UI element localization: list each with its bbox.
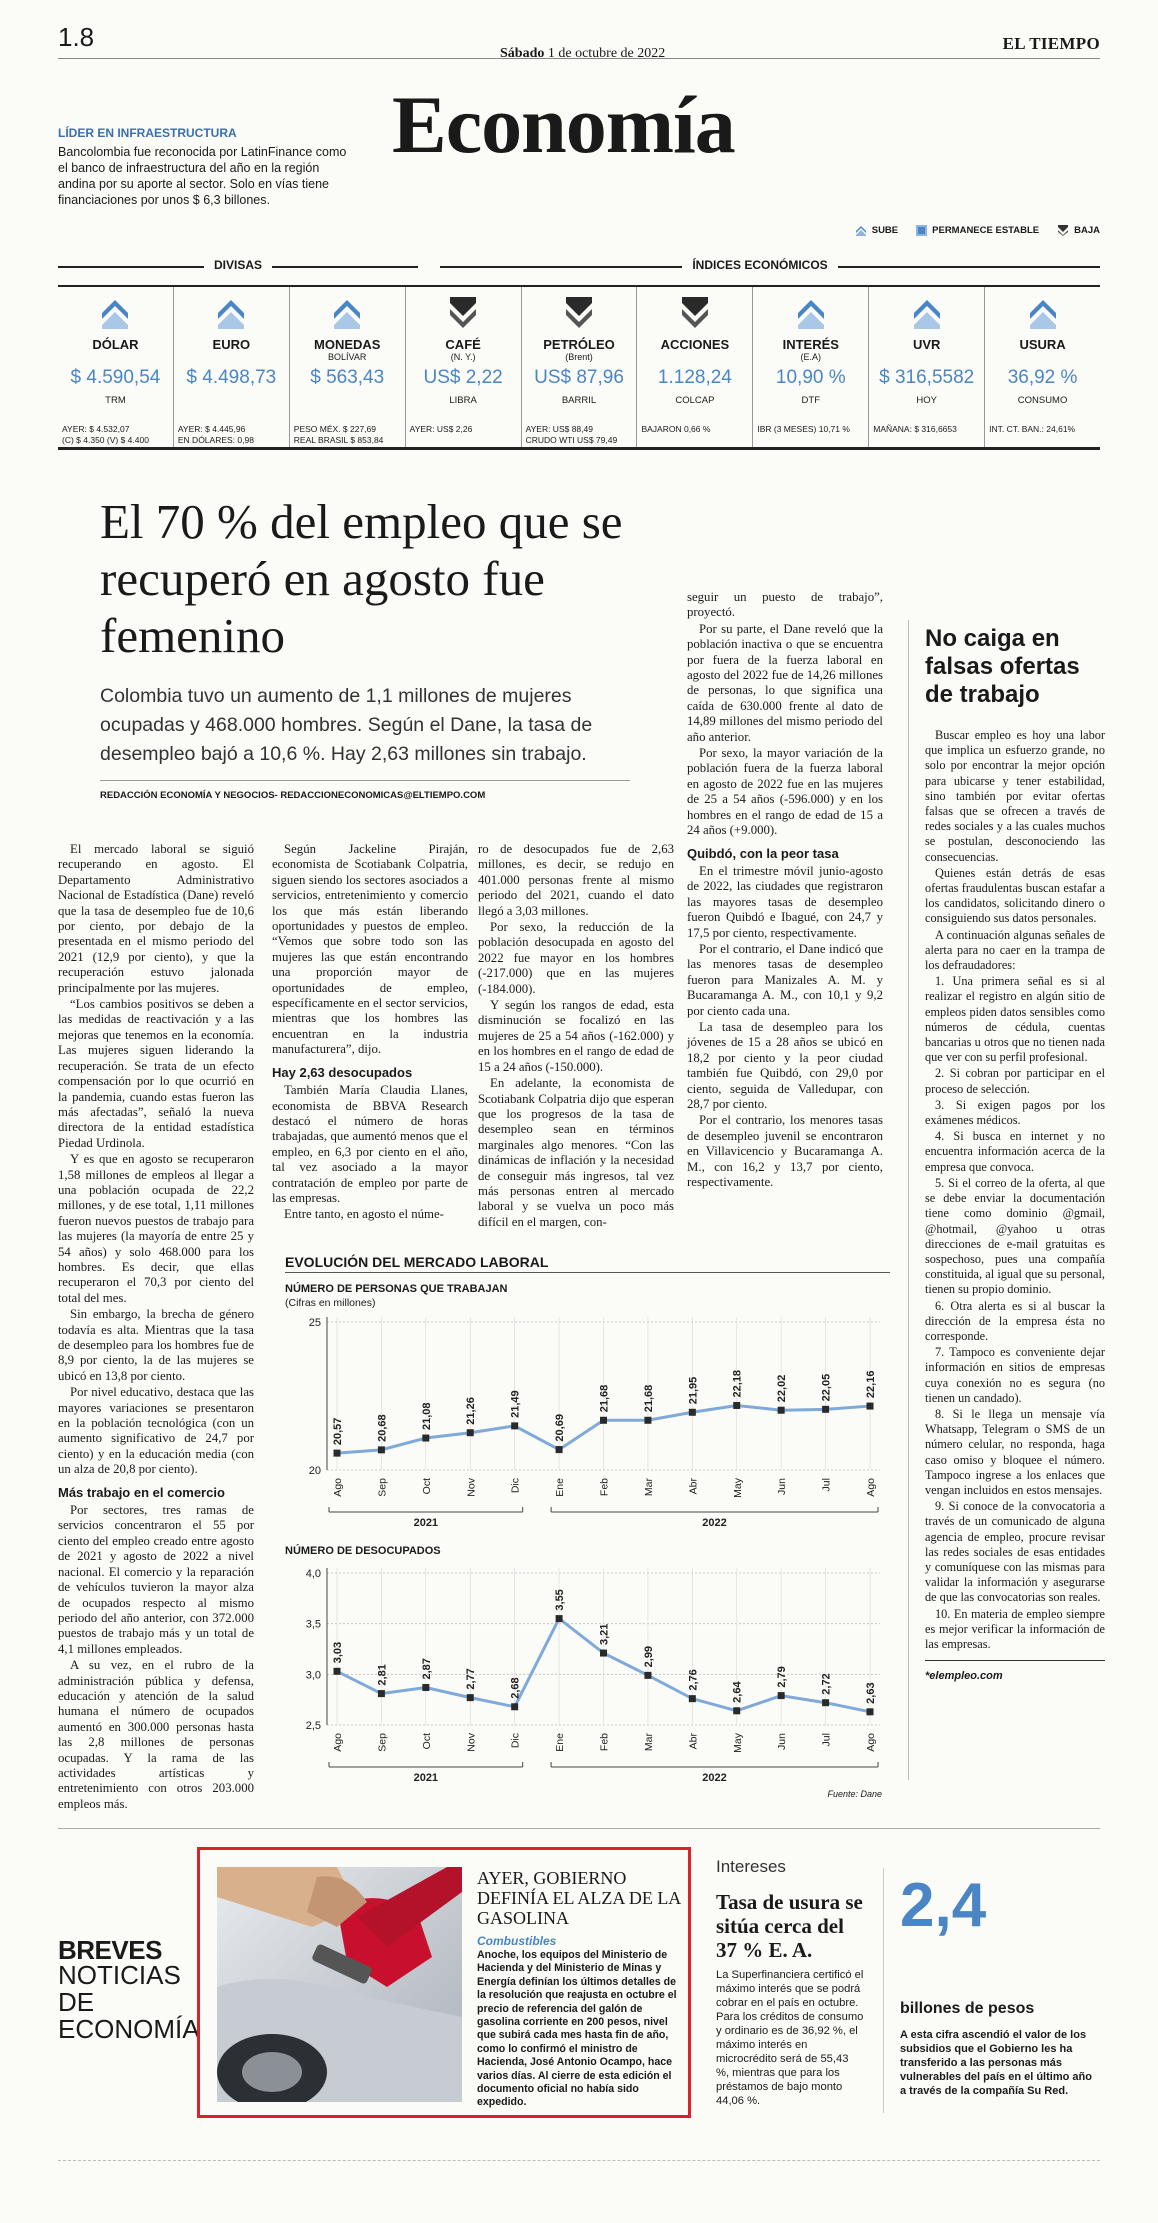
year-label: 2022 [702,1517,727,1529]
data-point [644,1672,651,1679]
x-tick-label: Jun [776,1478,789,1495]
legend-up: SUBE [855,224,898,236]
indicator-sub: (E.A) [800,352,822,362]
up-arrow-icon [332,295,362,334]
down-arrow-icon [1057,224,1069,236]
sidebar-source: *elempleo.com [925,1670,1003,1683]
indices-label: ÍNDICES ECONÓMICOS [420,258,1100,272]
y-tick-label: 3,5 [305,1618,321,1631]
data-label: 2,68 [509,1677,522,1699]
data-point [778,1692,785,1699]
indicator-name: EURO [212,337,251,352]
data-point [511,1422,518,1429]
indicator-footnote: IBR (3 MESES) 10,71 % [757,424,850,434]
x-tick-label: Feb [598,1733,611,1752]
x-tick-label: Oct [420,1478,433,1495]
paragraph: Por sexo, la reducción de la población desocupada en agosto del 2022 fue mayor en los hombres (-217.000) que en las mujeres (-184.000). [478,920,674,996]
indicator-uvr [869,287,985,447]
subheading: Quibdó, con la peor tasa [687,845,839,861]
data-point [822,1699,829,1706]
indicator-unit: DTF [801,395,821,406]
data-label: 20,69 [554,1414,567,1442]
indicator-sub: (N. Y.) [450,352,476,362]
indicator-footnote: INT. CT. BAN.: 24,61% [989,424,1076,434]
paragraph: Por el contrario, los menores tasas de desempleo juvenil se encontraron en Villavicencio y Bucaramanga A. M., con 16,2 y 13,7 por ciento, respectivamente. [687,1113,883,1190]
data-label: 3,21 [598,1623,611,1646]
leader-kicker: LÍDER EN INFRAESTRUCTURA [58,126,237,140]
data-point [689,1695,696,1702]
paragraph: “Los cambios positivos se deben a las medidas de reactivación y a las mejoras que tenemos en la economía. Las mujeres siguen liderando la recuperación. Se trata de un efecto compensación por lo que ocurrió en la pandemia, cuando estas fueron las más afectadas”, señaló la nueva directora de la entidad estadística Piedad Urdinola. [58,997,254,1150]
indicator-name: MONEDAS [314,337,381,352]
article-lede: Colombia tuvo un aumento de 1,1 millones de mujeres ocupadas y 468.000 hombres. Según el Dane, la tasa de desempleo bajó a 10,6 %. Hay 2,63 millones sin trabajo. [100,685,593,765]
paragraph: Por nivel educativo, destaca que las mayores variaciones se presentaron en la población tecnológica (con un aumento significativo de 24,7 por ciento) y en la educación media (con un alza de 20,8 por ciento). [58,1385,254,1477]
indicator-name: INTERÉS [782,337,839,352]
paragraph: 10. En materia de empleo siempre es mejor verificar la información de las empresas. [925,1606,1105,1651]
page-number: 1.8 [58,22,95,52]
indicator-dolar [58,287,174,447]
x-tick-label: Feb [598,1478,611,1497]
leader-text: Bancolombia fue reconocida por LatinFinance como el banco de infraestructura del año en la región andina por su aporte al sector. Solo en vías tiene financiaciones por unos $ 6,3 billones. [58,145,347,207]
data-label: 22,16 [865,1370,877,1399]
paragraph: 1. Una primera señal es si al realizar el registro en algún sitio de empleos piden datos sensibles como números de cédula, cuentas bancarias u otros que no tienen nada que ver con su perfil profesional. [925,974,1105,1065]
indicator-sub: (Brent) [565,352,593,362]
indicator-value: 1.128,24 [657,367,732,388]
y-tick-label: 3,0 [305,1669,321,1682]
indicator-footnote: AYER: $ 4.532,07 (C) $ 4.350 (V) $ 4.400 [62,424,149,445]
paragraph: 3. Si exigen pagos por los exámenes médicos. [925,1097,1105,1128]
paragraph: Por sexo, la mayor variación de la población fuera de la fuerza laboral en agosto de 2022 fue en las mujeres de 25 a 54 años (-596.000) y en los hombres en el rango de edad de 15 a 24 años (+9.000). [687,746,883,838]
unemployed-chart [285,1555,890,1790]
indicator-footnote: AYER: US$ 88,49 CRUDO WTI US$ 79,49 [525,424,618,445]
paragraph: 6. Otra alerta es si al buscar la dirección de la empresa ésta no corresponde. [925,1298,1105,1343]
x-tick-label: Ene [554,1478,567,1497]
data-point [556,1446,563,1453]
paragraph: Según Jackeline Piraján, economista de Scotiabank Colpatria, siguen siendo los sectores asociados a servicios, entretenimiento y comercio los que más están liberando oportunidades y puestos de empleo. “Vemos que sobre todo son las mujeres las que están encontrando una proporción mayor de oportunidades de empleo, específicamente en el sector servicios, mientras que los hombres las encuentran en la industria manufacturera”, dijo. [272,842,468,1057]
indicator-footnote: PESO MÉX. $ 227,69 REAL BRASIL $ 853,84 [293,424,384,445]
data-label: 22,18 [731,1369,744,1398]
indicator-value: 36,92 % [1007,367,1078,388]
indicator-name: UVR [912,337,941,352]
y-tick-label: 2,5 [305,1720,321,1732]
data-label: 21,26 [465,1397,478,1425]
data-point [867,1403,874,1410]
indicator-value: $ 4.498,73 [186,367,277,388]
data-point [556,1615,563,1622]
x-tick-label: Jun [776,1733,789,1750]
data-point [334,1450,341,1457]
data-point [334,1668,341,1675]
stable-square-icon [916,225,927,236]
brief2-body: La Superfinanciera certificó el máximo interés que se podrá cobrar en el país en octubre. Para los créditos de consumo y ordinario es de 36,92 %, el máximo interés en microcrédito será de 55,43 %, mientras que para los préstamos de bajo monto 44,06 %. [716,1969,864,2107]
fuel-pump-photo [217,1867,462,2102]
data-point [822,1406,829,1413]
legend-stable: PERMANECE ESTABLE [916,225,1039,236]
x-tick-label: Jul [820,1478,833,1492]
data-point [867,1708,874,1715]
chart-title-rule [285,1272,890,1273]
article-column-2 [272,842,468,1224]
up-arrow-icon [100,295,130,334]
x-tick-label: Abr [687,1733,700,1750]
x-tick-label: Ago [865,1478,877,1497]
indicator-unit: LIBRA [449,395,477,406]
x-tick-label: Nov [465,1478,478,1497]
paragraph: En el trimestre móvil junio-agosto de 2022, las ciudades que registraron las mayores tasas de desempleo fueron Quibdó e Ibagué, con 24,7 y 17,5 por ciento, respectivamente. [687,863,883,940]
chart1-subtitle: NÚMERO DE PERSONAS QUE TRABAJAN [285,1283,508,1295]
x-tick-label: Mar [642,1478,655,1497]
data-label: 22,05 [820,1373,833,1402]
data-point [733,1402,740,1409]
data-point [733,1707,740,1714]
data-label: 2,64 [731,1681,744,1703]
indicator-sub: BOLÍVAR [328,352,367,362]
paragraph: La tasa de desempleo para los jóvenes de 15 a 28 años se ubicó en 18,2 por ciento y la peor ciudad también fue Quibdó, con 29,0 por ciento, seguida de Valledupar, con 28,7 por ciento. [687,1019,883,1111]
paragraph: En adelante, la economista de Scotiabank Colpatria dijo que esperan que los progresos de la tasa de desempleo sean en términos marginales algo menores. “Con las dinámicas de inflación y la necesidad de conseguir más ingresos, tal vez más personas entren al mercado laboral y se vuelva un poco más difícil en el margen, con- [478,1076,674,1229]
indicator-petroleo [522,287,638,447]
x-tick-label: Nov [465,1733,478,1752]
data-point [600,1650,607,1657]
up-arrow-icon [1028,295,1058,334]
divisas-label: DIVISAS [58,258,418,272]
indicator-unit: HOY [916,395,937,406]
x-tick-label: Ago [332,1733,344,1752]
indicator-footnote: AYER: US$ 2,26 [409,424,473,434]
up-arrow-icon [216,295,246,334]
trend-legend [855,224,1100,236]
indicator-footnote: AYER: $ 4.445,96 EN DÓLARES: 0,98 [177,424,254,445]
indicator-name: USURA [1019,337,1066,352]
subheading: Más trabajo en el comercio [58,1484,225,1500]
paragraph: Entre tanto, en agosto el núme- [284,1207,444,1222]
year-label: 2022 [702,1772,727,1784]
paragraph: ro de desocupados fue de 2,63 millones, es decir, se redujo en 401.000 personas frente al mismo periodo del 2021, cuando el dato llegó a 3,03 millones. [478,842,674,918]
data-label: 3,03 [332,1641,344,1664]
employed-chart [285,1310,890,1540]
down-arrow-icon [448,295,478,334]
paragraph: Y según los rangos de edad, esta disminución se focalizó en las mujeres de 25 a 54 años (-162.000) y en los hombres en el rango de edad de 15 a 24 años (-150.000). [478,998,674,1074]
sidebar-rule [908,620,909,1780]
data-point [378,1446,385,1453]
data-point [644,1417,651,1424]
indicator-euro [174,287,290,447]
chart1-unit: (Cifras en millones) [285,1297,376,1309]
edition-date: Sábado 1 de octubre de 2022 [500,46,666,61]
up-arrow-icon [855,224,867,236]
indicator-name: ACCIONES [660,337,730,352]
down-arrow-icon [680,295,710,334]
paragraph: Por el contrario, el Dane indicó que las menores tasas de desempleo fueron para Manizales A. M. y Bucaramanga A. M., con 10,1 y 9,2 por ciento cada una. [687,941,883,1018]
data-point [378,1690,385,1697]
indicator-unit: TRM [105,395,126,406]
paragraph: Buscar empleo es hoy una labor que implica un esfuerzo grande, no solo por encontrar la mejor opción para ubicarse y tener estabilidad, sino también por evitar ofertas falsas que se ofrecen a través de redes sociales y a las cuales muchos se postulan, desconociendo las consecuencias. [925,728,1105,864]
down-arrow-icon [564,295,594,334]
subheading: Hay 2,63 desocupados [272,1064,413,1080]
x-tick-label: Dic [509,1478,522,1494]
paragraph: El mercado laboral se siguió recuperando en agosto. El Departamento Administrativo Nacional de Estadística (Dane) reveló que la tasa de desempleo fue de 10,6 por ciento, por debajo de la presentada en el mismo periodo del 2021 (12,9 por ciento), y que la recuperación estuvo jalonada principalmente por las mujeres. [58,842,254,995]
data-label: 21,68 [598,1384,611,1413]
data-label: 20,57 [332,1417,344,1446]
sidebar-title: No caiga en falsas ofertas de trabajo [925,625,1080,708]
paragraph: 7. Tampoco es conveniente dejar información en sitios de empresas cuya conexión no es segura (no tienen un candado). [925,1345,1105,1405]
paragraph: Y es que en agosto se recuperaron 1,58 millones de empleos al llegar a una población ocupada de 22,2 millones, y de ese total, 1,11 millones fueron nuevos puestos de trabajo para las mujeres (la mayoría de entre 25 y 54 años) y solo 468.000 para los hombres. Es decir, que ellas recuperaron el 70,3 por ciento del total del mes. [58,1152,254,1305]
data-label: 3,55 [554,1589,567,1611]
paragraph: 8. Si le llega un mensaje vía Whatsapp, Telegram o SMS de un número celular, no responda, haga caso omiso y bloquee el número. Tampoco ingrese a los enlaces que vengan incluidos en estos mensajes. [925,1406,1105,1497]
paragraph: Sin embargo, la brecha de género todavía es alta. Mientras que la tasa de desempleo para los hombres fue de 8,9 por ciento, la de las mujeres se ubicó en 13,8 por ciento. [58,1307,254,1383]
data-point [422,1684,429,1691]
indicator-value: $ 4.590,54 [70,367,161,388]
y-tick-label: 20 [308,1465,321,1477]
newspaper-brand: EL TIEMPO [1002,34,1100,53]
data-label: 2,77 [465,1668,478,1690]
paragraph: Por su parte, el Dane reveló que la población inactiva o que se encuentra por fuera de la fuerza laboral en agosto del 2022 fue de 14,26 millones de personas, lo que significa una caída de 630.000 frente al dato de 14,89 millones del mismo periodo del año anterior. [687,621,883,744]
indicator-footnote: BAJARON 0,66 % [641,424,711,434]
x-tick-label: Ago [332,1478,344,1497]
x-tick-label: Ene [554,1733,567,1752]
x-tick-label: Ago [865,1733,877,1752]
footer-rule [58,2160,1100,2161]
section-title: Economía [392,79,735,170]
data-label: 20,68 [376,1414,389,1442]
indicator-name: DÓLAR [92,337,139,352]
data-label: 21,95 [687,1376,700,1405]
x-tick-label: May [731,1733,744,1753]
indicator-interes [753,287,869,447]
data-label: 2,63 [865,1682,877,1704]
indicator-usura [985,287,1100,447]
brief1-body: Anoche, los equipos del Ministerio de Hacienda y del Ministerio de Minas y Energía definían los últimos detalles de la resolución que reajusta en octubre el precio de referencia del galón de gasolina corriente en 200 pesos, nivel que subirá cada mes hasta fin de año, como lo confirmó el ministro de Hacienda, José Antonio Ocampo, hace varios días. Al cierre de esta edición el documento oficial no había sido expedido. [477,1949,677,2109]
paragraph: 4. Si busca en internet y no encuentra información acerca de la empresa que convoca. [925,1129,1105,1174]
breves-title: BREVES [58,1935,162,1965]
brief1-kicker: Combustibles [477,1934,557,1948]
indicator-unit: CONSUMO [1017,395,1068,406]
indicator-value: 10,90 % [775,367,846,388]
indicator-acciones [637,287,753,447]
indicator-monedas [290,287,406,447]
article-column-1 [58,842,254,1813]
legend-down: BAJA [1057,224,1100,236]
indicator-value: US$ 2,22 [423,367,503,388]
data-point [689,1409,696,1416]
paragraph: 5. Si el correo de la oferta, al que se debe enviar la documentación tiene como dominio @gmail, @hotmail, @yahoo u otras direcciones de e-mail gratuitas es sospechoso, pues una compañía constituida, al igual que su personal, tienen su propio dominio. [925,1175,1105,1297]
indicator-value: US$ 87,96 [534,367,624,388]
indicator-name: PETRÓLEO [543,337,615,352]
sidebar-body [925,728,1105,1684]
x-tick-label: Mar [642,1733,655,1752]
chart-title: EVOLUCIÓN DEL MERCADO LABORAL [285,1254,549,1270]
data-point [467,1694,474,1701]
stat-rule [883,1868,884,2113]
brief1-headline: AYER, GOBIERNO DEFINÍA EL ALZA DE LA GASOLINA [477,1868,681,1928]
chart-source: Fuente: Dane [827,1789,882,1799]
sidebar-separator [925,1660,1105,1661]
data-label: 2,72 [820,1673,833,1695]
article-column-4 [687,590,883,1191]
data-label: 22,02 [776,1374,789,1403]
indicator-value: $ 316,5582 [879,367,975,388]
chart2-subtitle: NÚMERO DE DESOCUPADOS [285,1545,441,1557]
year-label: 2021 [413,1517,439,1529]
article-byline: REDACCIÓN ECONOMÍA Y NEGOCIOS- REDACCIONECONOMICAS@ELTIEMPO.COM [100,790,486,801]
paragraph: 9. Si conoce de la convocatoria a través de un comunicado de alguna agencia de empleo, procure revisar las redes sociales de esas entidades y comuníquese con las mismas para validar la información y asegurarse de que las convocatorias son reales. [925,1499,1105,1605]
paragraph: A su vez, en el rubro de la administración pública y defensa, educación y atención de la salud humana el número de ocupados aumentó en 300.000 personas hasta las 2,8 millones de personas ocupadas. Y la rama de las actividades artísticas y entretenimiento con otros 203.000 empleos más. [58,1658,254,1811]
paragraph: Por sectores, tres ramas de servicios concentraron el 55 por ciento del empleo creado entre agosto de 2021 y agosto de 2022 a nivel nacional. El comercio y la reparación de vehículos tuvieron la mayor alza de ocupados respecto al mismo periodo del año anterior, con 372.000 puestos de trabajo más y un total de 4,1 millones empleados. [58,1503,254,1656]
x-tick-label: Dic [509,1733,522,1749]
data-label: 2,99 [642,1645,655,1668]
data-label: 2,76 [687,1669,700,1691]
x-tick-label: Jul [820,1733,833,1747]
paragraph: seguir un puesto de trabajo”, proyectó. [687,590,883,620]
year-label: 2021 [413,1772,439,1784]
paragraph: 2. Si cobran por participar en el proceso de selección. [925,1066,1105,1096]
data-label: 21,68 [642,1384,655,1413]
data-label: 2,87 [420,1658,433,1680]
indicator-footnote: MAÑANA: $ 316,6653 [873,424,957,434]
data-label: 21,08 [420,1402,433,1431]
paragraph: También María Claudia Llanes, economista de BBVA Research destacó el número de horas trabajadas, que aumentó menos que el empleo, en 6,3 por ciento en el año, tal vez asociado a la mayor contratación de empleo por parte de las empresas. [272,1083,468,1205]
y-tick-label: 25 [308,1317,321,1329]
up-arrow-icon [796,295,826,334]
x-tick-label: Abr [687,1478,700,1495]
data-point [600,1417,607,1424]
indicator-unit: BARRIL [561,395,597,406]
indicator-unit: COLCAP [675,395,715,406]
brief3-label: billones de pesos [900,2000,1035,2017]
brief3-number: 2,4 [900,1871,987,1940]
data-point [467,1429,474,1436]
paragraph: A continuación algunas señales de alerta para no caer en la trampa de los defraudadores: [925,927,1105,973]
x-tick-label: Sep [376,1733,389,1752]
x-tick-label: Oct [420,1733,433,1750]
y-tick-label: 4,0 [305,1568,321,1580]
data-label: 2,79 [776,1666,789,1688]
indicator-cafe [406,287,522,447]
indicator-name: CAFÉ [445,337,481,352]
brief2-headline: Tasa de usura se sitúa cerca del 37 % E. A. [716,1890,863,1962]
data-point [778,1407,785,1414]
data-label: 2,81 [376,1664,389,1686]
data-label: 21,49 [509,1390,522,1418]
paragraph: Quienes están detrás de esas ofertas fraudulentas buscan estafar a los candidatos, solicitando dinero o consiguiendo sus datos personales. [925,865,1105,926]
indicators-strip [58,285,1100,450]
indicator-value: $ 563,43 [310,367,385,388]
brief2-kicker: Intereses [716,1857,786,1876]
breves-rule [58,1828,1100,1829]
x-tick-label: Sep [376,1478,389,1497]
article-column-3 [478,842,674,1231]
header-rule [58,58,1100,59]
byline-rule [100,780,630,781]
data-point [422,1435,429,1442]
data-point [511,1703,518,1710]
brief3-body: A esta cifra ascendió el valor de los subsidios que el Gobierno les ha transferido a las personas más vulnerables del país en el último año a través de la compañía Su Red. [900,2029,1092,2097]
article-headline: El 70 % del empleo que se recuperó en agosto fue femenino [100,494,623,663]
up-arrow-icon [912,295,942,334]
breves-subtitle: NOTICIAS DE ECONOMÍA [58,1960,200,2044]
x-tick-label: May [731,1478,744,1498]
